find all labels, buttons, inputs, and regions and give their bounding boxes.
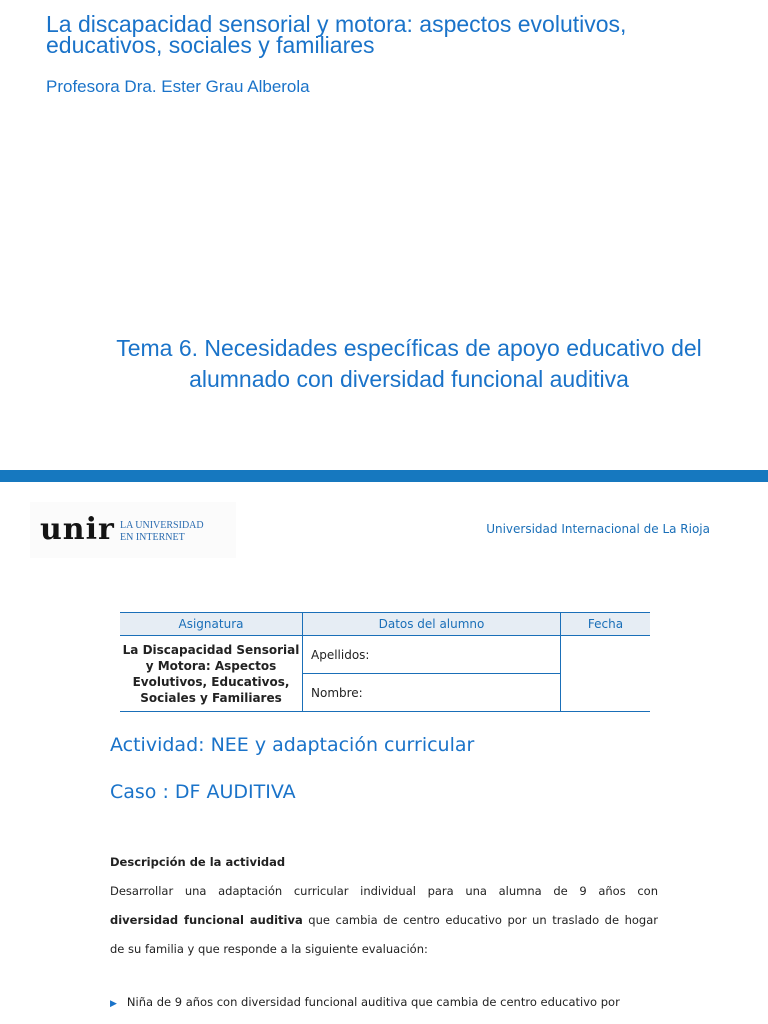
- unir-logo: [30, 502, 236, 558]
- apellidos-field[interactable]: Apellidos:: [303, 636, 561, 674]
- description-emphasis: diversidad funcional auditiva: [110, 913, 303, 927]
- list-item-text: Niña de 9 años con diversidad funcional auditiva que cambia de centro educativo por: [126, 995, 620, 1009]
- header-asignatura: Asignatura: [120, 613, 303, 636]
- nombre-field[interactable]: Nombre:: [303, 674, 561, 712]
- subject-cell: [120, 636, 303, 712]
- logo-wordmark: unir: [40, 512, 115, 547]
- topic-title: [40, 333, 768, 395]
- bullet-arrow-icon: ▶: [110, 999, 117, 1009]
- logo-tagline-line-1: LA UNIVERSIDAD: [120, 520, 204, 531]
- university-name: Universidad Internacional de La Rioja: [486, 522, 710, 536]
- description-body: [110, 877, 658, 964]
- list-item: [110, 995, 670, 1009]
- header-fecha: Fecha: [561, 613, 651, 636]
- description-line-3: de su familia y que responde a la siguiente evaluación:: [110, 942, 428, 956]
- logo-tagline: [120, 520, 204, 544]
- table-row: [120, 636, 650, 674]
- topic-title-line-1: Tema 6. Necesidades específicas de apoyo educativo del: [116, 335, 702, 361]
- subject-line-3: Evolutivos, Educativos,: [132, 674, 290, 689]
- table-header-row: [120, 613, 650, 636]
- header-datos-alumno: Datos del alumno: [303, 613, 561, 636]
- document-page: [0, 482, 768, 1024]
- description-line-2: [110, 906, 658, 935]
- student-info-table: [120, 612, 650, 712]
- subject-line-4: Sociales y Familiares: [140, 690, 282, 705]
- title-slide: [0, 0, 768, 470]
- case-title: Caso : DF AUDITIVA: [110, 781, 296, 803]
- subject-line-1: La Discapacidad Sensorial: [122, 642, 300, 657]
- professor-name: Profesora Dra. Ester Grau Alberola: [46, 77, 310, 96]
- section-divider-bar: [0, 470, 768, 482]
- fecha-field[interactable]: [561, 636, 651, 712]
- activity-title: Actividad: NEE y adaptación curricular: [110, 734, 475, 756]
- description-line-2-rest: que cambia de centro educativo por un traslado de hogar: [302, 913, 659, 927]
- subject-line-2: y Motora: Aspectos: [145, 658, 277, 673]
- topic-title-line-2: alumnado con diversidad funcional auditiva: [189, 366, 629, 392]
- course-title-line-1: La discapacidad sensorial y motora: aspectos evolutivos,: [46, 11, 627, 37]
- course-title-line-2: educativos, sociales y familiares: [46, 32, 375, 58]
- course-title: [46, 11, 746, 58]
- description-heading: Descripción de la actividad: [110, 855, 286, 869]
- logo-tagline-line-2: EN INTERNET: [120, 532, 185, 543]
- description-line-1: Desarrollar una adaptación curricular individual para una alumna de 9 años con: [110, 884, 658, 898]
